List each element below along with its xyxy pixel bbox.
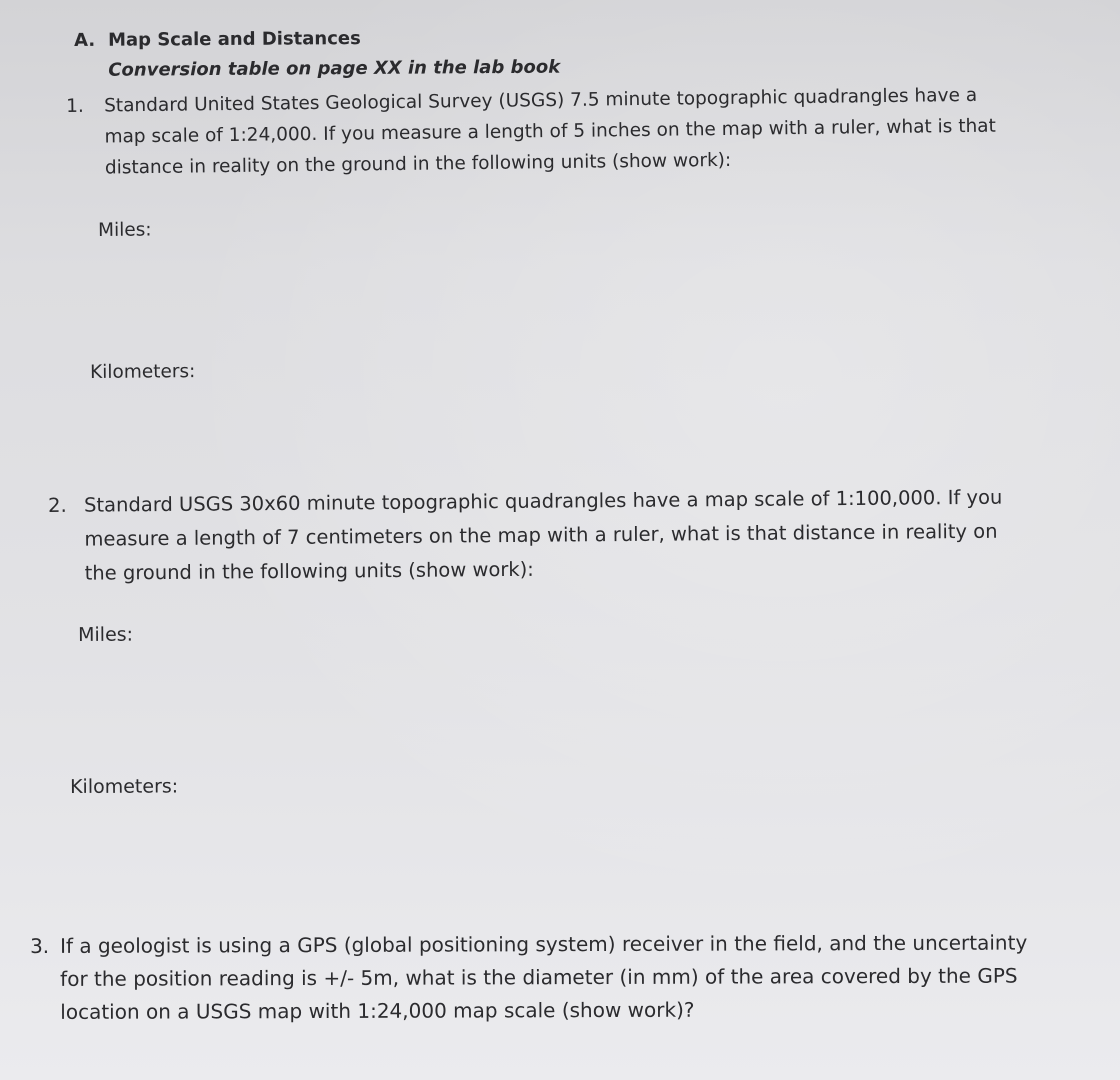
question-text-line: If a geologist is using a GPS (global positioning system) receiver in the field, and the uncertainty: [59, 930, 1028, 958]
question-text-line: the ground in the following units (show work):: [84, 557, 534, 585]
section-subtitle: Conversion table on page XX in the lab book: [108, 56, 561, 81]
question-number: 2.: [48, 493, 67, 517]
answer-label-miles: Miles:: [98, 219, 152, 241]
question-text-line: Standard United States Geological Survey (USGS) 7.5 minute topographic quadrangles have a: [103, 84, 978, 117]
answer-label-kilometers: Kilometers:: [70, 775, 179, 798]
question-text-line: location on a USGS map with 1:24,000 map scale (show work)?: [60, 997, 695, 1024]
question-text-line: map scale of 1:24,000. If you measure a length of 5 inches on the map with a ruler, what is that: [104, 115, 996, 148]
question-text-line: distance in reality on the ground in the following units (show work):: [104, 149, 732, 179]
question-text-line: measure a length of 7 centimeters on the map with a ruler, what is that distance in reality on: [84, 519, 998, 551]
section-letter: A.: [74, 29, 96, 51]
answer-label-miles: Miles:: [78, 623, 134, 646]
answer-label-kilometers: Kilometers:: [90, 361, 196, 383]
question-text-line: for the position reading is +/- 5m, what is the diameter (in mm) of the area covered by the GPS: [60, 963, 1018, 991]
question-number: 1.: [66, 95, 84, 117]
question-number: 3.: [30, 933, 50, 958]
question-text-line: Standard USGS 30x60 minute topographic quadrangles have a map scale of 1:100,000. If you: [83, 485, 1003, 517]
section-title: Map Scale and Distances: [107, 27, 361, 51]
